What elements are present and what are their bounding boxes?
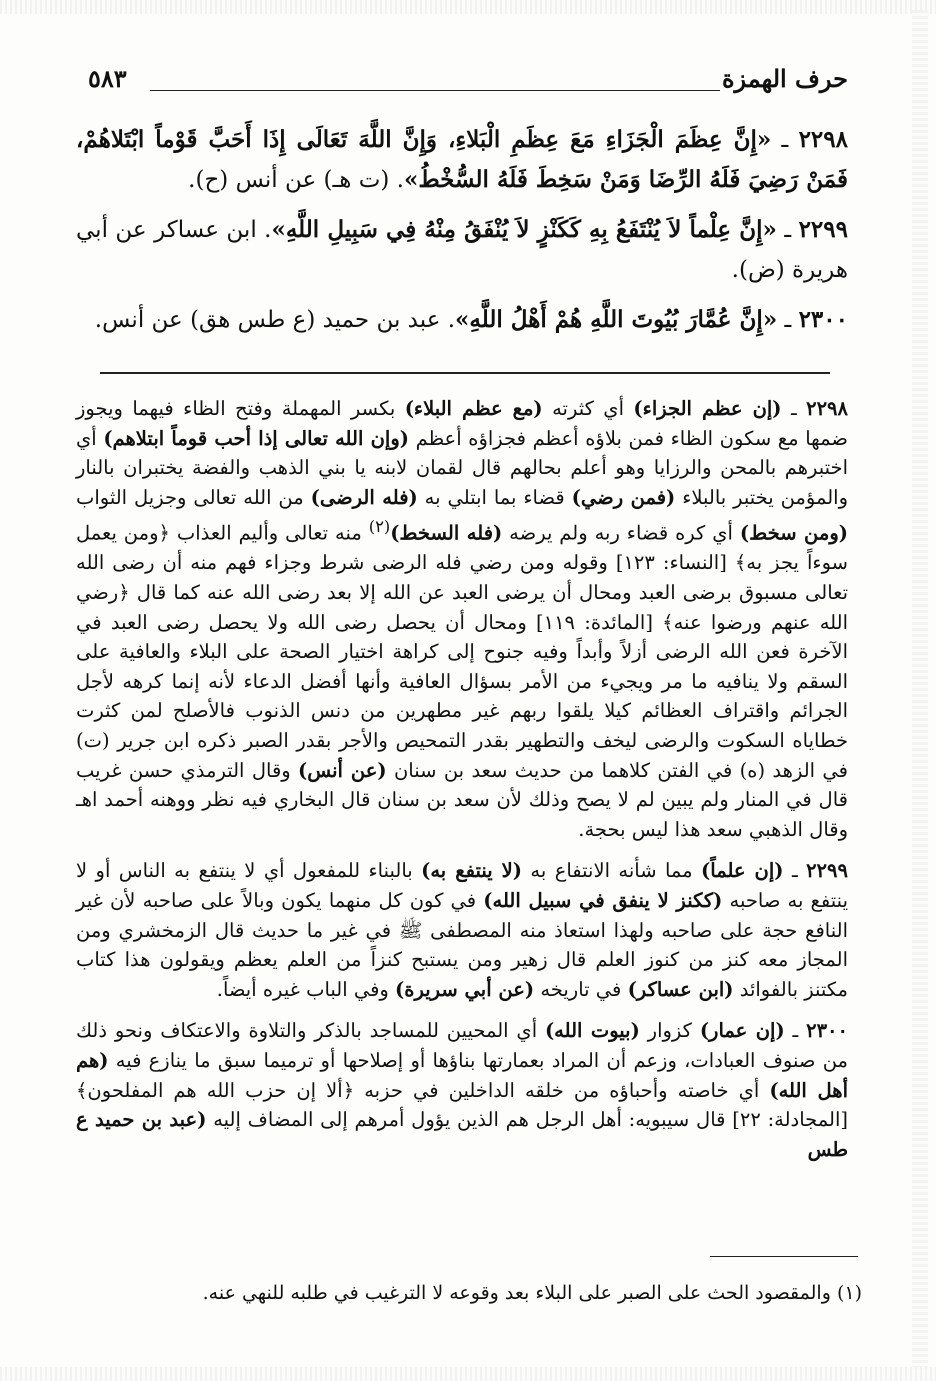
separator: ـ xyxy=(781,397,807,420)
footnote-ref: (٢) xyxy=(368,517,391,537)
commentary-number: ٢٢٩٩ xyxy=(806,859,848,883)
hadith-2300 xyxy=(76,300,848,340)
keyword: (عن أبي سريرة) xyxy=(395,977,535,1001)
commentary-text: بالبناء للمفعول أي لا ينتفع به الناس أو لا ينتفع به صاحبه xyxy=(76,859,848,912)
commentary-text: كزوار xyxy=(639,1019,700,1043)
hadith-quote: «إِنَّ عِلْماً لاَ يُنْتَفَعُ بِهِ كَكَنْزٍ لاَ يُنْفَقُ مِنْهُ فِي سَبِيلِ اللَّهِ» xyxy=(271,216,777,243)
commentary-text: أي المحيين للمساجد بالذكر والتلاوة والاعتكاف ونحو ذلك من صنوف العبادات، وزعم أن المراد بعمارتها بناؤها أو إصلاحها أو ترميما سبق ما ينازع فيه xyxy=(76,1019,848,1072)
keyword: (لا ينتفع به) xyxy=(421,859,522,883)
commentary-text: وقال الترمذي حسن غريب قال في المنار ولم يبين لم لا يصح وذلك لأن سعد بن سنان قال البخاري فيه نظر ووهنه أحمد اهـ وقال الذهبي سعد هذا ليس بحجة. xyxy=(76,758,848,841)
chapter-title: حرف الهمزة xyxy=(721,64,848,93)
hadith-2298 xyxy=(76,120,848,200)
keyword: (بيوت الله) xyxy=(544,1019,640,1043)
commentary-2300 xyxy=(76,1016,848,1164)
hadith-number: ٢٢٩٨ xyxy=(798,126,848,153)
hadith-source: . عبد بن حميد (ع طس هق) عن أنس. xyxy=(94,307,456,333)
keyword: (ابن عساكر) xyxy=(627,977,734,1001)
hadith-number: ٢٢٩٩ xyxy=(798,216,848,243)
footnote-divider xyxy=(710,1256,858,1257)
commentary-2299 xyxy=(76,856,848,1004)
commentary-text: بكسر المهملة وفتح الظاء فيهما ويجوز ضمها مع سكون الظاء فمن بلاؤه أعظم فجزاؤه أعظم xyxy=(76,397,848,450)
hadith-number: ٢٣٠٠ xyxy=(798,306,848,333)
keyword: (عبد بن حميد ع طس xyxy=(76,1108,848,1161)
footnote-number: (١) xyxy=(836,1282,862,1304)
keyword: (ككنز لا ينفق في سبيل الله) xyxy=(483,889,723,912)
commentary-text: في تاريخه xyxy=(534,977,628,1001)
section-divider xyxy=(100,372,830,374)
commentary-text: في كون كل منهما يكون وبالاً على صاحبه لأن غير النافع حجة على صاحبه ولهذا استعاذ منه المصطفى ﷺ في غير ما حديث قال الزمخشري ومن المجاز معه كنز من كنوز العلم قال زهير ومن يستبح كنزاً من العلم يعظم ويقولون هذا كتاب مكتنز بالفوائد xyxy=(76,889,848,1001)
hadith-source: . (ت هـ) عن أنس (ح). xyxy=(188,167,404,193)
keyword: (عن أنس) xyxy=(298,758,387,782)
separator: ـ xyxy=(777,307,799,333)
separator: ـ xyxy=(783,859,807,883)
commentary-text: أي كثرته xyxy=(542,397,634,420)
hadith-quote: «إِنَّ عُمَّارَ بُيُوتَ اللَّهِ هُمْ أَهْلُ اللَّهِ» xyxy=(455,306,778,333)
commentary-text: أي اختبرهم بالمحن والرزايا وهو أعلم بحالهم قال لقمان لابنه يا بني الذهب والفضة يختبران بالنار والمؤمن يختبر بالبلاء xyxy=(76,426,848,509)
header-rule xyxy=(150,90,720,91)
scan-edge-bottom xyxy=(0,1367,936,1381)
page-number: ٥٨٣ xyxy=(88,64,127,93)
keyword: (فمن رضي) xyxy=(571,485,676,509)
commentary-block xyxy=(76,394,848,1176)
hadith-2299 xyxy=(76,210,848,290)
separator: ـ xyxy=(784,1019,807,1043)
keyword: (إن عظم الجزاء) xyxy=(633,397,782,420)
page-header xyxy=(88,64,848,100)
keyword: (فله السخط) xyxy=(390,521,503,545)
commentary-text: من الله تعالى وجزيل الثواب xyxy=(76,485,311,509)
scan-edge-top xyxy=(0,0,936,14)
keyword: (إن علماً) xyxy=(701,859,784,883)
separator: ـ xyxy=(776,217,799,243)
hadith-text-block xyxy=(76,120,848,350)
scan-edge-right xyxy=(912,10,928,1370)
commentary-number: ٢٣٠٠ xyxy=(806,1019,848,1043)
commentary-text: وفي الباب غيره أيضاً. xyxy=(216,977,396,1001)
keyword: (إن عمار) xyxy=(699,1019,785,1043)
footnote-text: والمقصود الحث على الصبر على البلاء بعد وقوعه لا الترغيب في طلبه للنهي عنه. xyxy=(202,1282,837,1304)
commentary-text: مما شأنه الانتفاع به xyxy=(522,859,702,883)
keyword: (فله الرضى) xyxy=(310,485,418,509)
commentary-text: أي كره قضاء ربه ولم يرضه xyxy=(502,521,740,545)
hadith-source: . ابن عساكر عن أبي هريرة (ض). xyxy=(76,217,848,283)
keyword: (وإن الله تعالى إذا أحب قوماً ابتلاهم) xyxy=(103,426,409,450)
footnote xyxy=(76,1278,862,1308)
keyword: (هم أهل الله) xyxy=(76,1048,848,1102)
commentary-2298 xyxy=(76,394,848,844)
separator: ـ xyxy=(771,127,799,153)
hadith-quote: «إِنَّ عِظَمَ الْجَزَاءِ مَعَ عِظَمِ الْبَلاءِ، وَإِنَّ اللَّهَ تَعَالَى إِذَا أَحَبَّ قَوْماً ابْتَلاهُمْ، فَمَنْ رَضِيَ فَلَهُ الرِّضَا وَمَنْ سَخِطَ فَلَهُ السُّخْطُ» xyxy=(76,126,848,193)
keyword: (مع عظم البلاء) xyxy=(404,397,543,420)
commentary-text: قضاء بما ابتلي به xyxy=(417,485,572,509)
commentary-number: ٢٢٩٨ xyxy=(806,397,849,420)
commentary-text: أي خاصته وأحباؤه من خلقه الداخلين في حزبه ﴿ألا إن حزب الله هم المفلحون﴾ [المجادلة: ٢٢] قال سيبويه: أهل الرجل هم الذين يؤول أمرهم إلى المضاف إليه xyxy=(76,1078,849,1132)
commentary-text: منه تعالى وأليم العذاب ﴿ومن يعمل سوءاً يجز به﴾ [النساء: ١٢٣] وقوله ومن رضي فله الرضى شرط وجزاء فهم منه أن رضى الله تعالى مسبوق برضى العبد ومحال أن يرضى العبد عن الله إلا بعد رضى الله عنه كما قال ﴿رضي الله عنهم ورضوا عنه﴾ [المائدة: ١١٩] ومحال أن يحصل رضى الله ولا يحصل رضى العبد في الآخرة فعن الله الرضى أزلاً وأبداً وفيه جنوح إلى كراهة اختيار الصحة على البلاء والعافية على السقم ولا ينافيه ما مر ويجيء من الأمر بسؤال العافية وأنها أفضل الدعاء لأنه إنما كرهه لأجل الجرائم واقتراف العظائم كيلا يلقوا ربهم غير مطهرين من دنس الذنوب فالأصلح لمن كثرت خطاياه السكوت والرضى ليخف والتطهير بقدر التمحيص والأجر بقدر الصبر ذكره ابن جرير (ت) في الزهد (ه) في الفتن كلاهما من حديث سعد بن سنان xyxy=(76,521,848,782)
keyword: (ومن سخط) xyxy=(739,521,848,545)
